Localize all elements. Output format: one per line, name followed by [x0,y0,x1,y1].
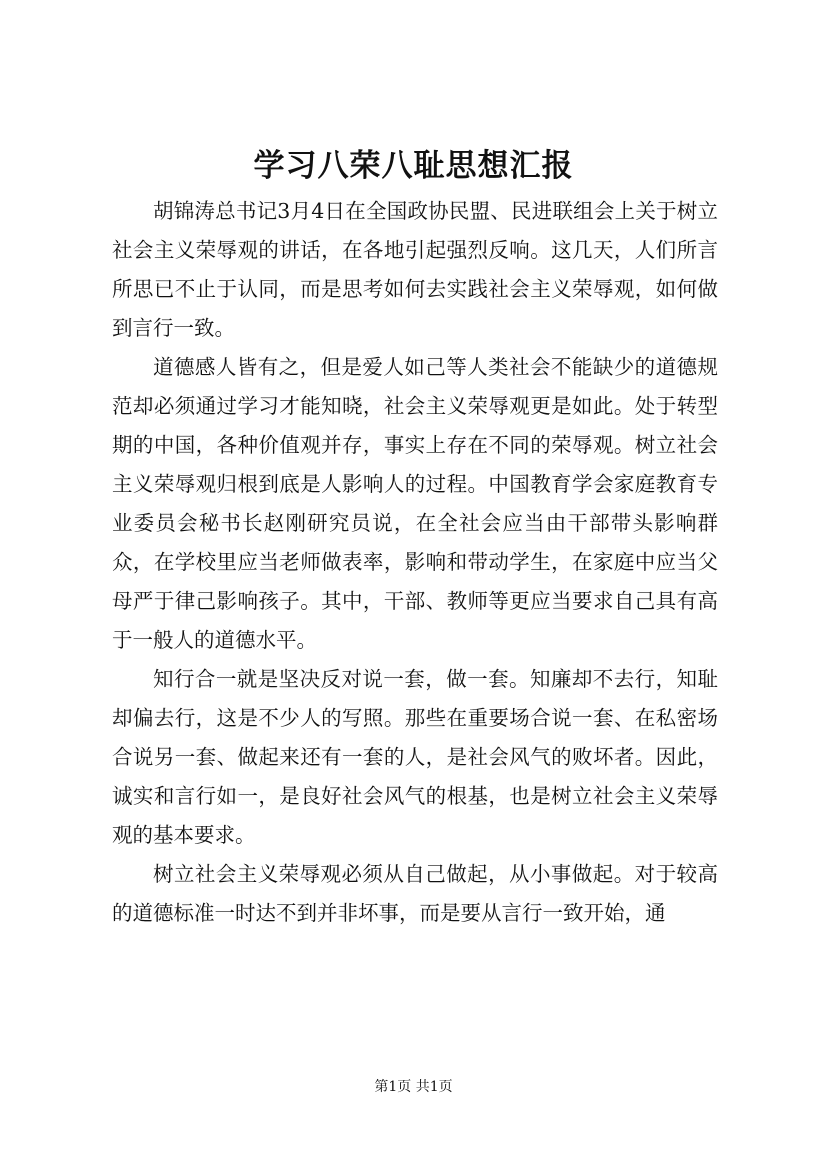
document-body [112,192,718,933]
paragraph-2: 道德感人皆有之，但是爱人如己等人类社会不能缺少的道德规范却必须通过学习才能知晓，社会主义荣辱观更是如此。处于转型期的中国，各种价值观并存，事实上存在不同的荣辱观。树立社会主义荣辱观归根到底是人影响人的过程。中国教育学会家庭教育专业委员会秘书长赵刚研究员说，在全社会应当由干部带头影响群众，在学校里应当老师做表率，影响和带动学生，在家庭中应当父母严于律己影响孩子。其中，干部、教师等更应当要求自己具有高于一般人的道德水平。 [112,355,718,652]
document-title: 学习八荣八耻思想汇报 [253,148,574,184]
paragraph-1: 胡锦涛总书记3月4日在全国政协民盟、民进联组会上关于树立社会主义荣辱观的讲话，在各地引起强烈反响。这几天，人们所言所思已不止于认同，而是思考如何去实践社会主义荣辱观，如何做到言行一致。 [112,199,718,340]
paragraph-4: 树立社会主义荣辱观必须从自己做起，从小事做起。对于较高的道德标准一时达不到并非坏事，而是要从言行一致开始，通 [112,862,718,925]
paragraph-3: 知行合一就是坚决反对说一套，做一套。知廉却不去行，知耻却偏去行，这是不少人的写照。那些在重要场合说一套、在私密场合说另一套、做起来还有一套的人，是社会风气的败坏者。因此，诚实和言行如一，是良好社会风气的根基，也是树立社会主义荣辱观的基本要求。 [112,667,718,847]
page-footer: 第1页 共1页 [374,1079,453,1095]
